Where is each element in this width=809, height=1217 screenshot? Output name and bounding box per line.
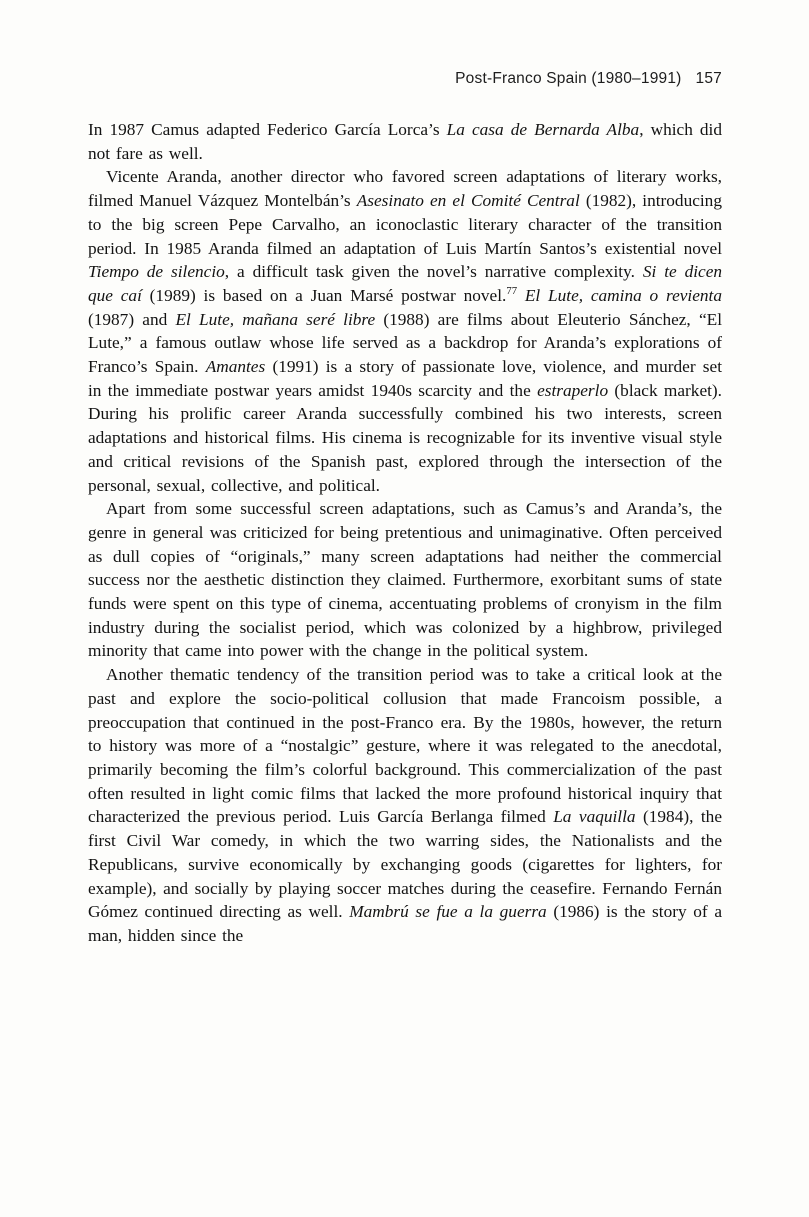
text-run: (black market). During his prolific career Aranda successfully combined his two interests, screen adaptations and historical films. His cinema is recognizable for its inventive visual style and critical revisions of the Spanish past, explored through the intersection of the personal, sexual, collective, and political. [88,380,722,495]
text-run: (1986) is the story of a man, hidden since the [88,902,722,945]
film-title: El Lute, mañana seré libre [175,309,376,329]
text-run: (1982), introducing to the big screen Pepe Carvalho, an iconoclastic literary character of the transition period. In 1985 Aranda filmed an adaptation of Luis Martín Santos’s existential novel [88,191,722,258]
text-run: (1987) and [88,309,176,329]
text-run: In 1987 Camus adapted Federico García Lorca’s [88,120,447,139]
running-head-title: Post-Franco Spain (1980–1991) [455,70,682,87]
paragraph [88,118,722,165]
text-run: Apart from some successful screen adaptations, such as Camus’s and Aranda’s, the genre in general was criticized for being pretentious and unimaginative. Often perceived as dull copies of “originals,” many screen adaptations had neither the commercial success nor the aesthetic distinction they claimed. Furthermore, exorbitant sums of state funds were spent on this type of cinema, accentuating problems of cronyism in the film industry during the socialist period, which was colonized by a highbrow, privileged minority that came into power with the change in the political system. [88,499,722,661]
film-title: Mambrú se fue a la guerra [349,902,547,922]
text-run [517,286,525,305]
text-run: Another thematic tendency of the transition period was to take a critical look at the past and explore the socio-political collusion that made Francoism possible, a preoccupation that continued in the post-Franco era. By the 1980s, however, the return to history was more of a “nostalgic” gesture, where it was relegated to the anecdotal, primarily becoming the film’s colorful background. This commercialization of the past often resulted in light comic films that lacked the more profound historical inquiry that characterized the previous period. Luis García Berlanga filmed [88,665,722,827]
paragraph [88,497,722,663]
film-title: Tiempo de silencio [88,262,225,282]
text-run: , which did not fare as well. [88,120,723,163]
film-title: El Lute, camina o revienta [524,285,722,305]
film-title: La casa de Bernarda Alba [446,120,640,139]
paragraph [88,663,722,947]
paragraph [88,165,722,497]
text-run: , a difficult task given the novel’s narrative complexity. [224,262,643,282]
text-run: (1989) is based on a Juan Marsé postwar novel. [141,285,507,305]
page-body [88,118,722,948]
footnote-reference: 77 [506,285,518,298]
text-run: (1984), the first Civil War comedy, in which the two warring sides, the Nationalists and the Republicans, survive economically by exchanging goods (cigarettes for lighters, for example), and socially by playing soccer matches during the ceasefire. Fernando Fernán Gómez continued directing as well. [88,807,722,922]
film-title: La vaquilla [553,807,636,827]
film-title: estraperlo [537,380,609,400]
film-title: Si te dicen que caí [88,262,723,305]
film-title: Amantes [205,357,266,377]
page-header [88,70,722,88]
page-number: 157 [695,70,722,87]
text-run: Vicente Aranda, another director who favored screen adaptations of literary works, filmed Manuel Vázquez Montelbán’s [88,167,722,211]
text-run: (1991) is a story of passionate love, violence, and murder set in the immediate postwar years amidst 1940s scarcity and the [88,357,723,400]
film-title: Asesinato en el Comité Central [356,191,580,211]
text-run: (1988) are films about Eleuterio Sánchez, “El Lute,” a famous outlaw whose life served as a backdrop for Aranda’s explorations of Franco’s Spain. [88,309,722,377]
